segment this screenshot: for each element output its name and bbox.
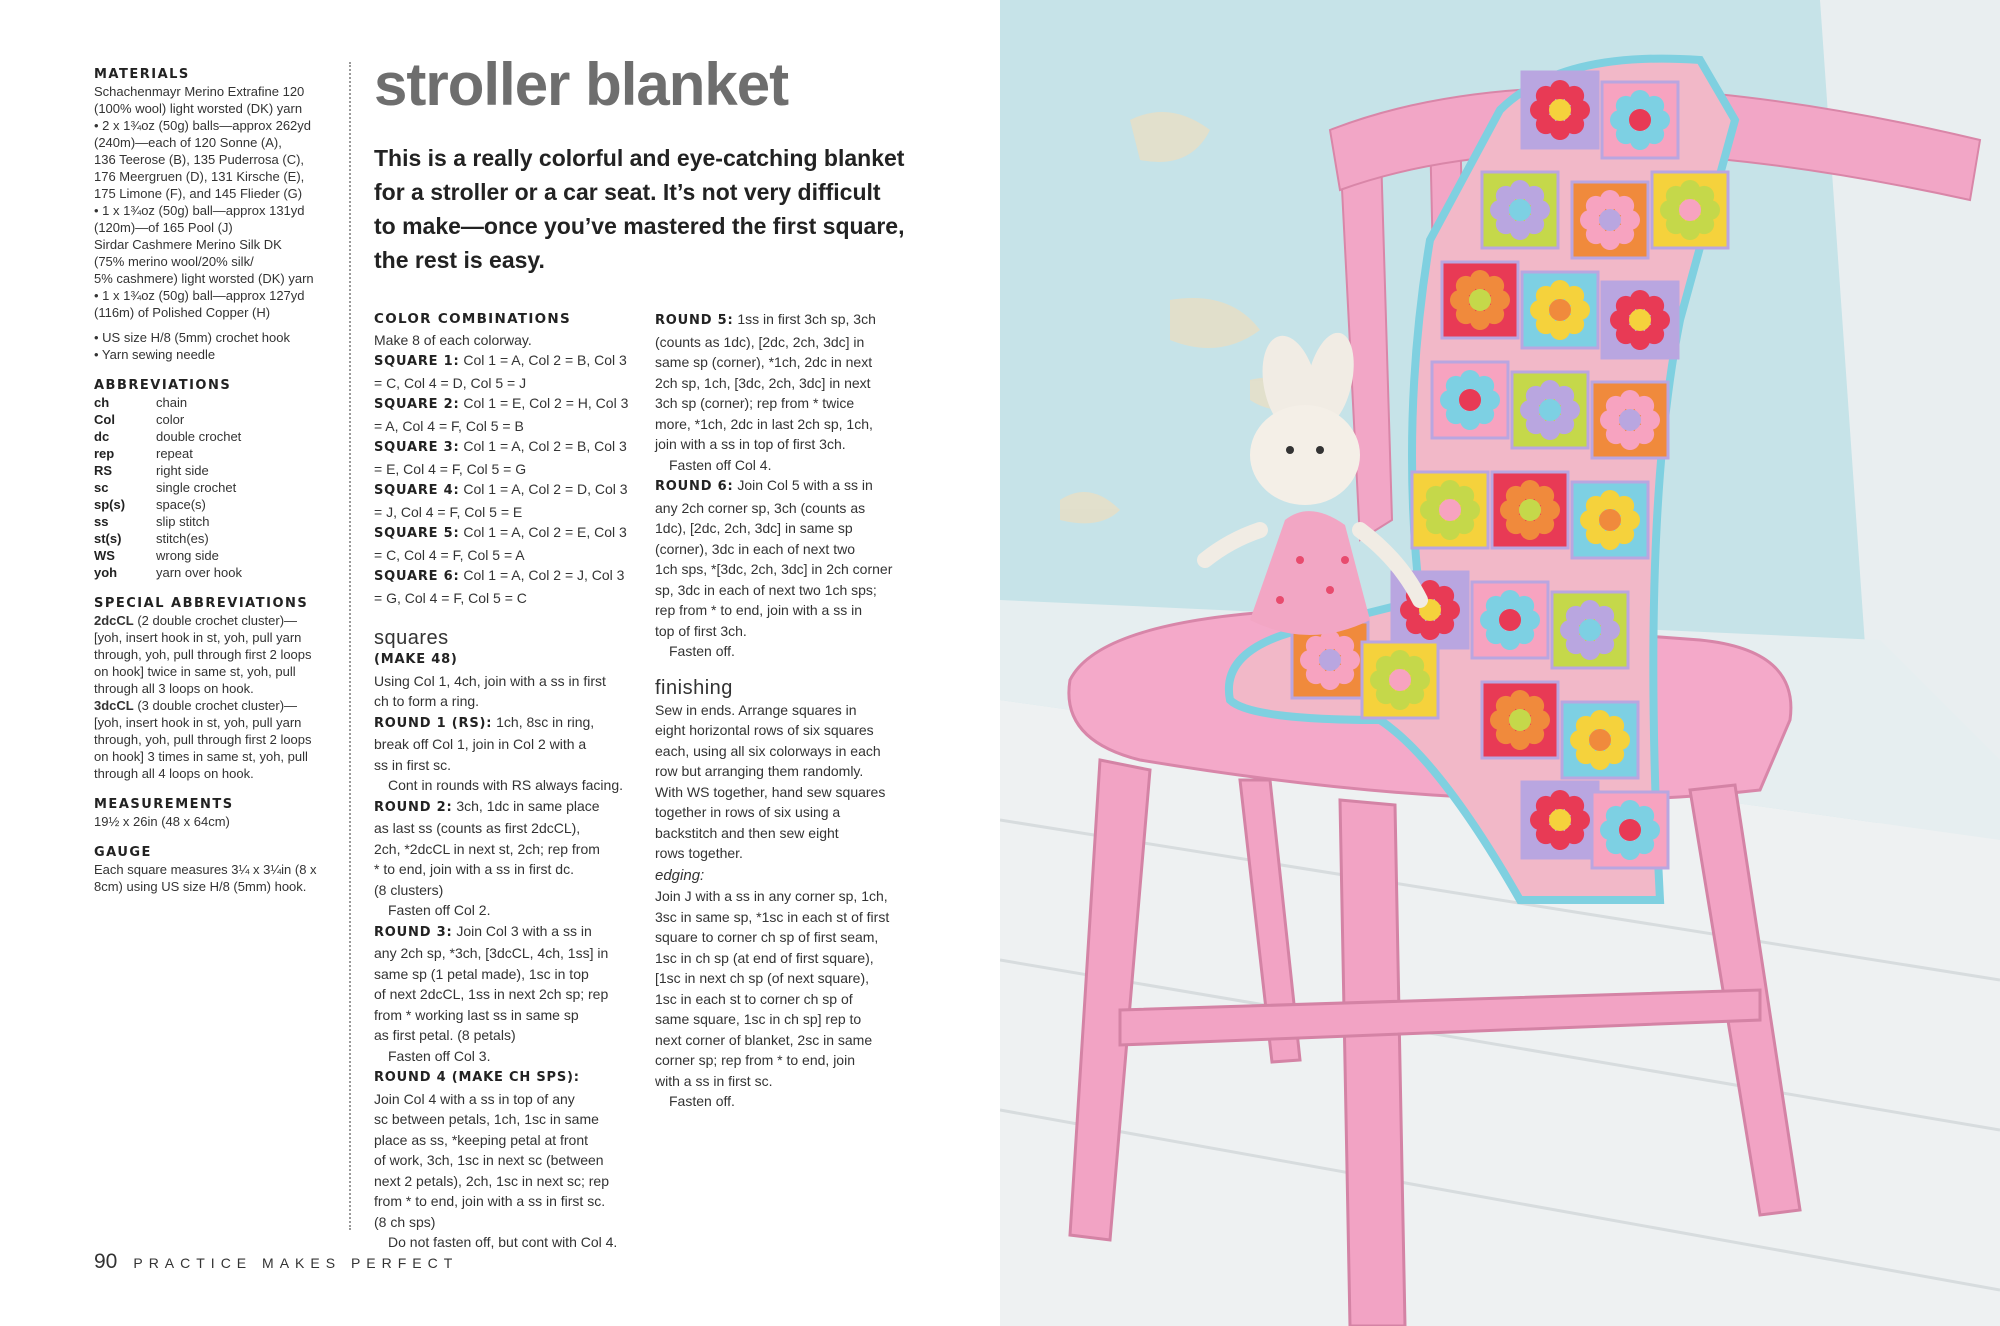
abbreviations-section [94,377,338,581]
abbreviation-definition: color [156,412,185,427]
abbreviation-row [94,496,338,513]
round-5 [655,309,917,455]
flower-center [1629,309,1651,331]
page-footer [94,1250,458,1274]
flower-center [1509,199,1531,221]
abbreviation-row [94,479,338,496]
round-3-note: Fasten off Col 3. [388,1047,491,1064]
square-label: SQUARE 5: [374,526,460,541]
flower-center [1579,619,1601,641]
square-colors: Col 1 = A, Col 2 = D, Col 3 = J, Col 4 = F, Col 5 = E [374,481,628,520]
round-5-label: ROUND 5: [655,313,734,328]
gauge-text: Each square measures 3¼ x 3¼in (8 x 8cm) using US size H/8 (5mm) hook. [94,862,317,894]
color-combinations-heading: COLOR COMBINATIONS [374,311,572,327]
tools-list: • US size H/8 (5mm) crochet hook • Yarn sewing needle [94,330,290,362]
round-6-note: Fasten off. [669,643,735,659]
square-label: SQUARE 4: [374,483,460,498]
flower-center [1629,109,1651,131]
squares-intro: Using Col 1, 4ch, join with a ss in first ch to form a ring. [374,672,606,709]
flower-center [1439,499,1461,521]
square-colors: Col 1 = A, Col 2 = E, Col 3 = C, Col 4 = F, Col 5 = A [374,524,627,563]
round-3 [374,921,636,1046]
round-6 [655,475,917,641]
abbreviation-row [94,445,338,462]
color-combination-6 [374,565,636,608]
flower-center [1599,509,1621,531]
abbreviation-definition: single crochet [156,480,237,495]
flower-center [1619,819,1641,841]
round-3-text: Join Col 3 with a ss in any 2ch sp, *3ch, [3dcCL, 4ch, 1ss] in same sp (1 petal made), 1sc in top of next 2dcCL, 1ss in next 2ch sp; rep from * working last ss in same sp as first petal. (8 petals) [374,922,609,1043]
flower-center [1549,809,1571,831]
flower-center [1319,649,1341,671]
special-abbreviations-heading: SPECIAL ABBREVIATIONS [94,596,309,611]
flower-center [1619,409,1641,431]
materials-section [94,66,338,363]
abbreviation-definition: right side [156,463,209,478]
special-abbreviation-2 [94,697,338,782]
square-colors: Col 1 = A, Col 2 = B, Col 3 = E, Col 4 = F, Col 5 = G [374,438,627,477]
abbreviation-row [94,547,338,564]
finishing-text: Sew in ends. Arrange squares in eight horizontal rows of six squares each, using all six colorways in each row but arranging them randomly. With WS together, hand sew squares together in rows of six using a backstitch and then sew eight rows together. [655,701,886,861]
finishing-heading: finishing [655,676,733,699]
round-4 [374,1066,636,1232]
flower-center [1539,399,1561,421]
flower-center [1389,669,1411,691]
abbreviations-list [94,394,338,581]
round-2-note: Fasten off Col 2. [388,902,491,918]
round-1-note: Cont in rounds with RS always facing. [388,777,623,793]
abbreviation-term: RS [94,463,113,478]
round-5-text: 1ss in first 3ch sp, 3ch (counts as 1dc), [2dc, 2ch, 3dc] in same sp (corner), *1ch, 2dc in next 2ch sp, 1ch, [3dc, 2ch, 3dc] in next 3ch sp (corner); rep from * twice more, *1ch, 2dc in last 2ch sp, 1ch, join with a ss in top of first 3ch. [655,311,876,452]
abbreviation-term: Col [94,412,115,427]
materials-text: Schachenmayr Merino Extrafine 120 (100% wool) light worsted (DK) yarn • 2 x 1¾oz (50g) balls—approx 262yd (240m)—each of 120 Sonne (A), 136 Teerose (B), 135 Puderrosa (C), 176 Meergruen (D), 131 Kirsche (E), 175 Limone (F), and 145 Flieder (G) • 1 x 1¾oz (50g) ball—approx 131yd (120m)—of 165 Pool (J) Sirdar Cashmere Merino Silk DK (75% merino wool/20% silk/ 5% cashmere) light worsted (DK) yarn • 1 x 1¾oz (50g) ball—approx 127yd (116m) of Polished Copper (H) [94,84,314,320]
page-title: stroller blanket [374,51,789,118]
squares-heading: squares [374,627,449,649]
abbreviation-definition: stitch(es) [156,531,209,546]
abbreviation-term: sc [94,480,109,495]
special-abbreviations-section [94,595,338,782]
color-combination-2 [374,393,636,436]
abbreviation-row [94,394,338,411]
round-6-text: Join Col 5 with a ss in any 2ch corner sp, 3ch (counts as 1dc), [2dc, 2ch, 3dc] in same sp (corner), 3dc in each of next two 1ch sps, *[3dc, 2ch, 3dc] in 2ch corner sp, 3dc in each of next two 1ch sps; rep from * to end, join with a ss in top of first 3ch. [655,477,893,639]
gauge-heading: GAUGE [94,845,152,860]
round-4-note: Do not fasten off, but cont with Col 4. [388,1234,618,1250]
abbreviation-row [94,530,338,547]
instructions-column-2 [655,309,917,1112]
color-combination-5 [374,522,636,565]
special-term-2: 3dcCL [94,698,134,713]
abbreviation-row [94,428,338,445]
flower-center [1599,209,1621,231]
gauge-section [94,844,338,895]
flower-center [1499,609,1521,631]
abbreviation-definition: chain [156,395,188,410]
abbreviation-term: ch [94,395,110,410]
edging-heading: edging: [655,866,705,884]
square-colors: Col 1 = A, Col 2 = J, Col 3 = G, Col 4 = F, Col 5 = C [374,567,625,606]
round-4-text: Join Col 4 with a ss in top of any sc between petals, 1ch, 1sc in same place as ss, *keeping petal at front of work, 3ch, 1sc in next sc (between next 2 petals), 2ch, 1sc in next sc; rep from * to end, join with a ss in first sc. (8 ch sps) [374,1090,610,1230]
abbreviation-row [94,513,338,530]
square-label: SQUARE 3: [374,440,460,455]
abbreviation-row [94,564,338,581]
round-1 [374,712,636,776]
flower-center [1519,499,1541,521]
flower-center [1549,99,1571,121]
materials-heading: MATERIALS [94,67,190,82]
abbreviation-definition: space(s) [156,497,206,512]
abbreviation-row [94,462,338,479]
abbreviation-term: yoh [94,565,118,580]
flower-center [1459,389,1481,411]
abbreviation-row [94,411,338,428]
square-colors: Col 1 = A, Col 2 = B, Col 3 = C, Col 4 = D, Col 5 = J [374,352,627,391]
special-abbreviation-1 [94,612,338,697]
abbreviation-term: rep [94,446,115,461]
photo-illustration [1000,0,2000,1326]
abbreviation-term: st(s) [94,531,122,546]
square-label: SQUARE 6: [374,569,460,584]
abbreviation-term: dc [94,429,110,444]
edging-text: Join J with a ss in any corner sp, 1ch, 3sc in same sp, *1sc in each st of first square to corner ch sp of first seam, 1sc in ch sp (at end of first square), [1sc in next ch sp (of next square), 1sc in each st to corner ch sp of same square, 1sc in ch sp] rep to next corner of blanket, 2sc in same corner sp; rep from * to end, join with a ss in first sc. [655,888,890,1089]
round-5-note: Fasten off Col 4. [669,456,772,473]
measurements-text: 19½ x 26in (48 x 64cm) [94,814,230,829]
abbreviation-term: ss [94,514,109,529]
square-colors: Col 1 = E, Col 2 = H, Col 3 = A, Col 4 = F, Col 5 = B [374,395,629,434]
round-1-label: ROUND 1 (RS): [374,715,493,731]
round-4-label: ROUND 4 (MAKE CH SPS): [374,1070,580,1085]
flower-center [1549,299,1571,321]
flower-center [1589,729,1611,751]
color-combination-1 [374,350,636,393]
abbreviation-term: WS [94,548,115,563]
page-number: 90 [94,1250,118,1273]
special-def-1: (2 double crochet cluster)— [yoh, insert hook in st, yoh, pull yarn through, yoh, pull through first 2 loops on hook] twice in same st, yoh, pull through all 3 loops on hook. [94,613,312,696]
color-combination-4 [374,479,636,522]
measurements-heading: MEASUREMENTS [94,797,234,812]
photo-pink-chair-with-blanket [1000,0,2000,1326]
round-1-text: 1ch, 8sc in ring, break off Col 1, join in Col 2 with a ss in first sc. [374,713,595,773]
color-combinations-intro: Make 8 of each colorway. [374,331,532,348]
intro-text: This is a really colorful and eye-catching blanket for a stroller or a car seat. It’s not very difficult to make—once you’ve mastered the first square, the rest is easy. [374,145,905,273]
color-combination-3 [374,436,636,479]
abbreviation-definition: wrong side [156,548,219,563]
special-def-2: (3 double crochet cluster)— [yoh, insert hook in st, yoh, pull yarn through, yoh, pull through first 2 loops on hook] 3 times in same st, yoh, pull through all 4 loops on hook. [94,698,312,781]
flower-center [1469,289,1491,311]
abbreviation-definition: repeat [156,446,193,461]
abbreviation-definition: double crochet [156,429,242,444]
running-head: PRACTICE MAKES PERFECT [133,1255,459,1271]
round-2-text: 3ch, 1dc in same place as last ss (counts as first 2dcCL), 2ch, *2dcCL in next st, 2ch; rep from * to end, join with a ss in first dc. (8 clusters) [374,797,600,898]
round-3-label: ROUND 3: [374,924,453,940]
abbreviation-definition: slip stitch [156,514,210,529]
abbreviations-heading: ABBREVIATIONS [94,378,232,393]
dotted-divider [349,62,351,1230]
sidebar [94,66,338,909]
round-2 [374,796,636,901]
square-label: SQUARE 2: [374,397,460,412]
flower-center [1509,709,1531,731]
square-label: SQUARE 1: [374,354,460,369]
measurements-section [94,796,338,830]
special-term-1: 2dcCL [94,613,134,628]
round-2-label: ROUND 2: [374,799,453,815]
edging-note: Fasten off. [669,1093,735,1109]
flower-center [1679,199,1701,221]
color-combinations-list [374,350,636,608]
round-6-label: ROUND 6: [655,479,734,494]
squares-subheading: (MAKE 48) [374,652,458,667]
abbreviation-definition: yarn over hook [156,565,242,580]
instructions-column-1 [374,309,636,1253]
abbreviation-term: sp(s) [94,497,126,512]
